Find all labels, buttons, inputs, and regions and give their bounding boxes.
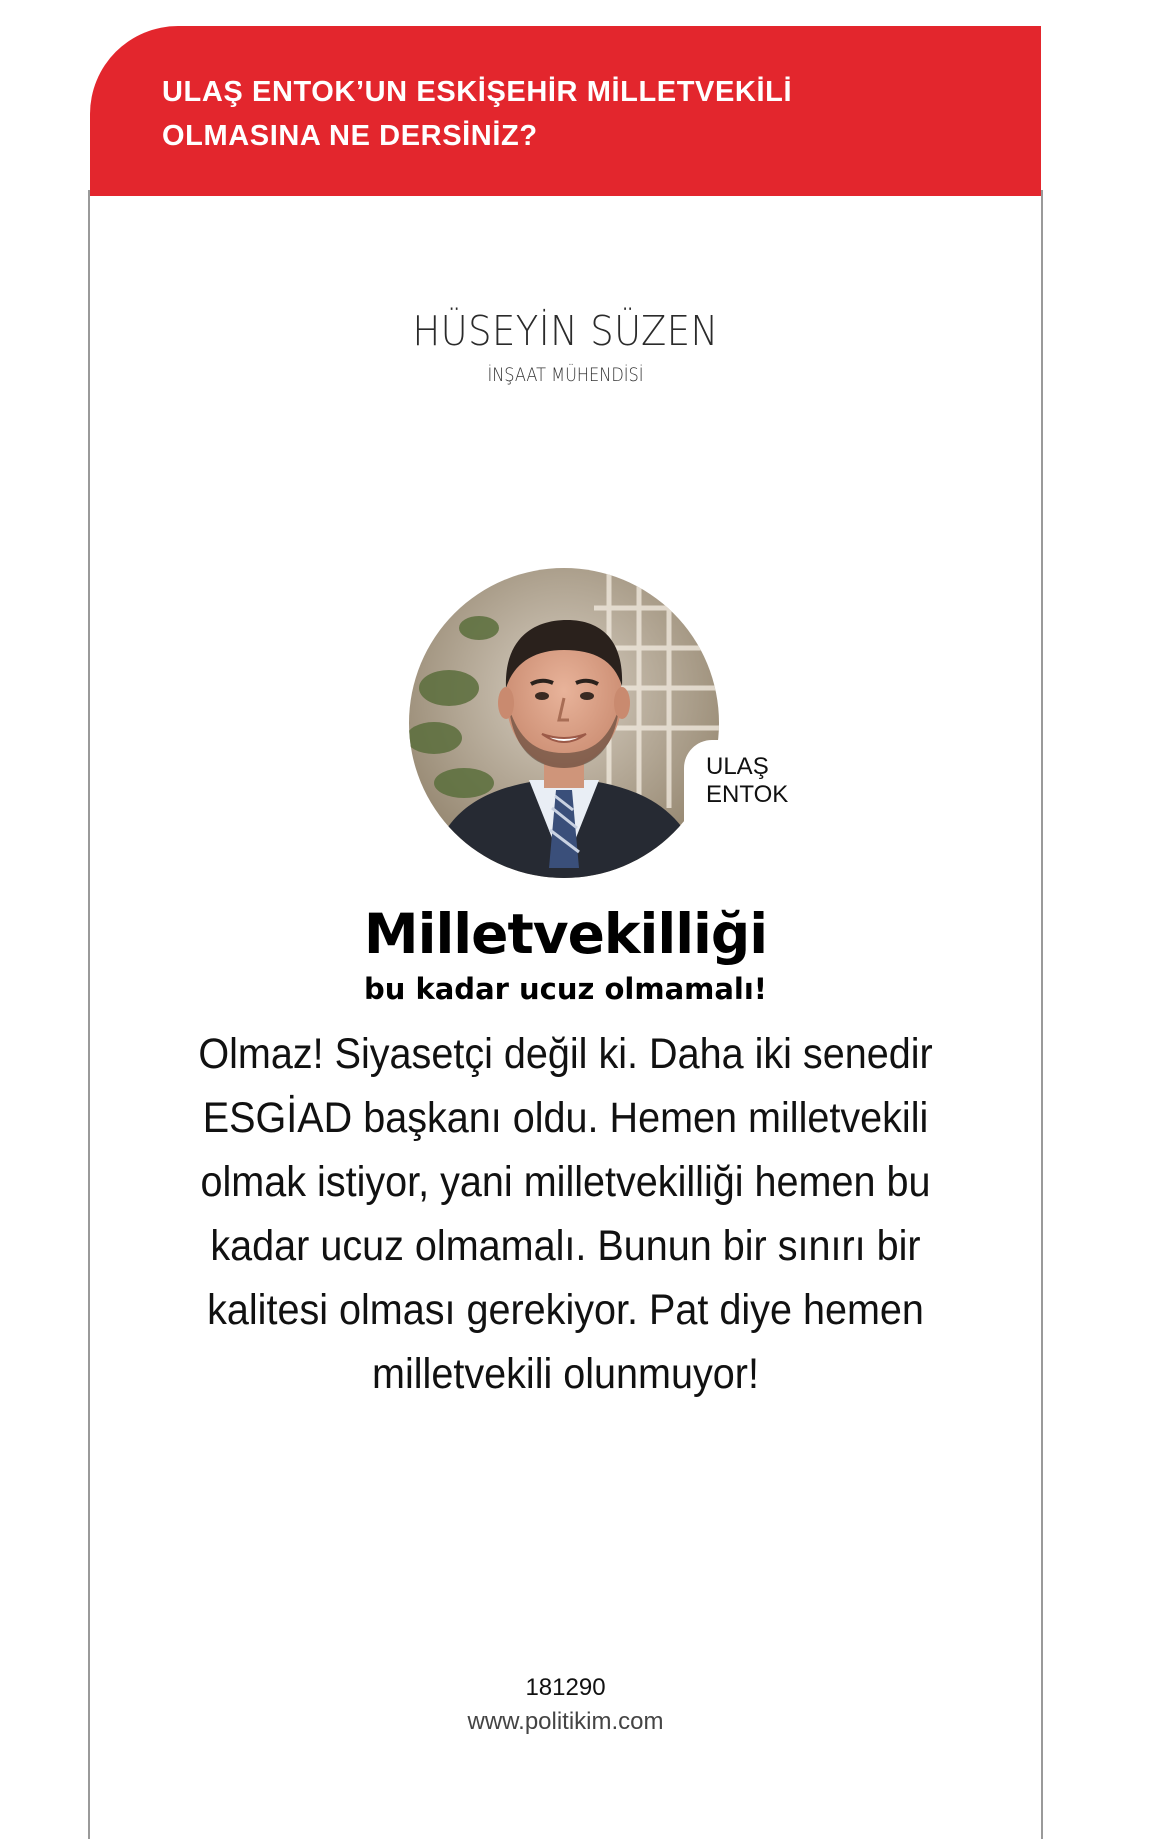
header-title: ULAŞ ENTOK’UN ESKİŞEHİR MİLLETVEKİLİ OLMASINA NE DERSİNİZ? xyxy=(162,76,793,152)
photo-caption: ULAŞ ENTOK xyxy=(706,753,789,808)
article-quote: Olmaz! Siyasetçi değil ki. Daha iki senedir ESGİAD başkanı oldu. Hemen milletvekili olmak istiyor, yani milletvekilliği hemen bu kadar ucuz olmamalı. Bunun bir sınırı bir kalitesi olması gerekiyor. Pat diye hemen milletvekili olunmuyor! xyxy=(198,1030,933,1398)
article-subheadline: bu kadar ucuz olmamalı! xyxy=(363,972,768,1006)
author-title: İNŞAAT MÜHENDİSİ xyxy=(487,364,644,386)
card-border-right xyxy=(1041,190,1043,1839)
portrait-illustration xyxy=(409,568,719,878)
card-border-left xyxy=(88,190,90,1839)
footer-code: 181290 xyxy=(525,1674,606,1701)
author-name: HÜSEYİN SÜZEN xyxy=(412,307,719,355)
article-headline: Milletvekilliği xyxy=(363,902,768,966)
footer-site-link[interactable]: www.politikim.com xyxy=(467,1708,664,1735)
header-banner xyxy=(90,26,1041,196)
portrait-photo xyxy=(409,568,719,878)
